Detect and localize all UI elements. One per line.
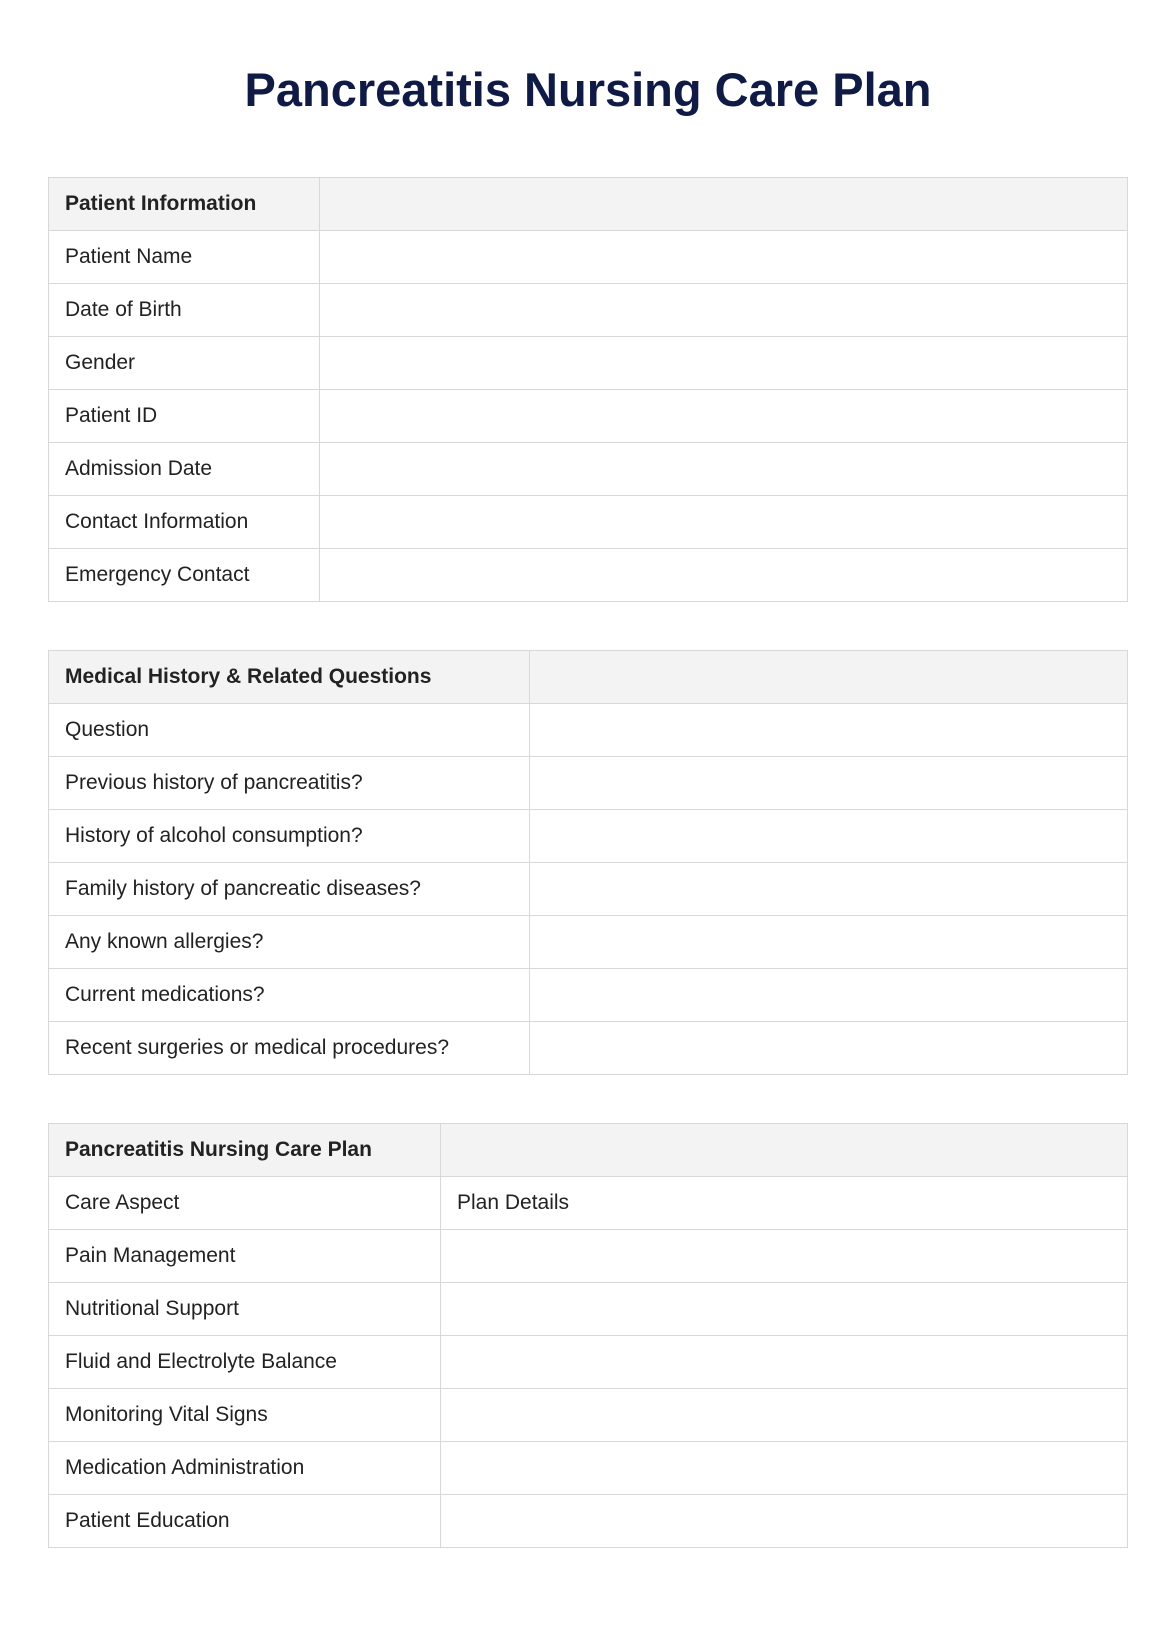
value-field[interactable] bbox=[320, 390, 1128, 443]
value-field[interactable] bbox=[320, 337, 1128, 390]
value-field[interactable] bbox=[530, 969, 1128, 1022]
value-field[interactable] bbox=[320, 231, 1128, 284]
value-field[interactable] bbox=[441, 1336, 1128, 1389]
value-field[interactable] bbox=[441, 1389, 1128, 1442]
table-row bbox=[49, 337, 1128, 390]
table-row bbox=[49, 757, 1128, 810]
value-field[interactable] bbox=[320, 496, 1128, 549]
value-field[interactable] bbox=[320, 284, 1128, 337]
row-label: Patient Name bbox=[49, 231, 320, 284]
table-header: Medical History & Related Questions bbox=[49, 651, 530, 704]
table-row bbox=[49, 1495, 1128, 1548]
value-field[interactable] bbox=[441, 1230, 1128, 1283]
row-label: History of alcohol consumption? bbox=[49, 810, 530, 863]
row-label: Any known allergies? bbox=[49, 916, 530, 969]
column-header-care-aspect: Care Aspect bbox=[49, 1177, 441, 1230]
row-label: Fluid and Electrolyte Balance bbox=[49, 1336, 441, 1389]
header-blank bbox=[530, 651, 1128, 704]
row-label: Medication Administration bbox=[49, 1442, 441, 1495]
header-blank bbox=[320, 178, 1128, 231]
value-field[interactable] bbox=[441, 1495, 1128, 1548]
table-row bbox=[49, 704, 1128, 757]
value-field[interactable] bbox=[320, 549, 1128, 602]
row-label: Recent surgeries or medical procedures? bbox=[49, 1022, 530, 1075]
table-row bbox=[49, 284, 1128, 337]
table-row bbox=[49, 496, 1128, 549]
value-field[interactable] bbox=[530, 704, 1128, 757]
table-header: Pancreatitis Nursing Care Plan bbox=[49, 1124, 441, 1177]
table-row bbox=[49, 1442, 1128, 1495]
table-row bbox=[49, 810, 1128, 863]
table-row bbox=[49, 1336, 1128, 1389]
table-row bbox=[49, 969, 1128, 1022]
row-label: Nutritional Support bbox=[49, 1283, 441, 1336]
table-row bbox=[49, 443, 1128, 496]
table-row bbox=[49, 1389, 1128, 1442]
page-title: Pancreatitis Nursing Care Plan bbox=[244, 63, 932, 116]
row-label: Patient Education bbox=[49, 1495, 441, 1548]
medical-history-table bbox=[48, 650, 1128, 1075]
row-label: Contact Information bbox=[49, 496, 320, 549]
table-row bbox=[49, 549, 1128, 602]
row-label: Family history of pancreatic diseases? bbox=[49, 863, 530, 916]
row-label: Patient ID bbox=[49, 390, 320, 443]
header-blank bbox=[441, 1124, 1128, 1177]
row-label: Monitoring Vital Signs bbox=[49, 1389, 441, 1442]
value-field[interactable] bbox=[530, 863, 1128, 916]
value-field[interactable] bbox=[320, 443, 1128, 496]
patient-information-table bbox=[48, 177, 1128, 602]
value-field[interactable] bbox=[441, 1283, 1128, 1336]
row-label: Gender bbox=[49, 337, 320, 390]
care-plan-table bbox=[48, 1123, 1128, 1548]
table-row bbox=[49, 1022, 1128, 1075]
table-row bbox=[49, 1283, 1128, 1336]
row-label: Date of Birth bbox=[49, 284, 320, 337]
row-label: Question bbox=[49, 704, 530, 757]
table-row bbox=[49, 1230, 1128, 1283]
table-row bbox=[49, 390, 1128, 443]
value-field[interactable] bbox=[441, 1442, 1128, 1495]
table-row bbox=[49, 916, 1128, 969]
row-label: Admission Date bbox=[49, 443, 320, 496]
table-row bbox=[49, 231, 1128, 284]
row-label: Previous history of pancreatitis? bbox=[49, 757, 530, 810]
value-field[interactable] bbox=[530, 810, 1128, 863]
value-field[interactable] bbox=[530, 757, 1128, 810]
row-label: Emergency Contact bbox=[49, 549, 320, 602]
table-row bbox=[49, 863, 1128, 916]
table-header: Patient Information bbox=[49, 178, 320, 231]
column-header-plan-details: Plan Details bbox=[441, 1177, 1128, 1230]
value-field[interactable] bbox=[530, 916, 1128, 969]
value-field[interactable] bbox=[530, 1022, 1128, 1075]
row-label: Pain Management bbox=[49, 1230, 441, 1283]
row-label: Current medications? bbox=[49, 969, 530, 1022]
